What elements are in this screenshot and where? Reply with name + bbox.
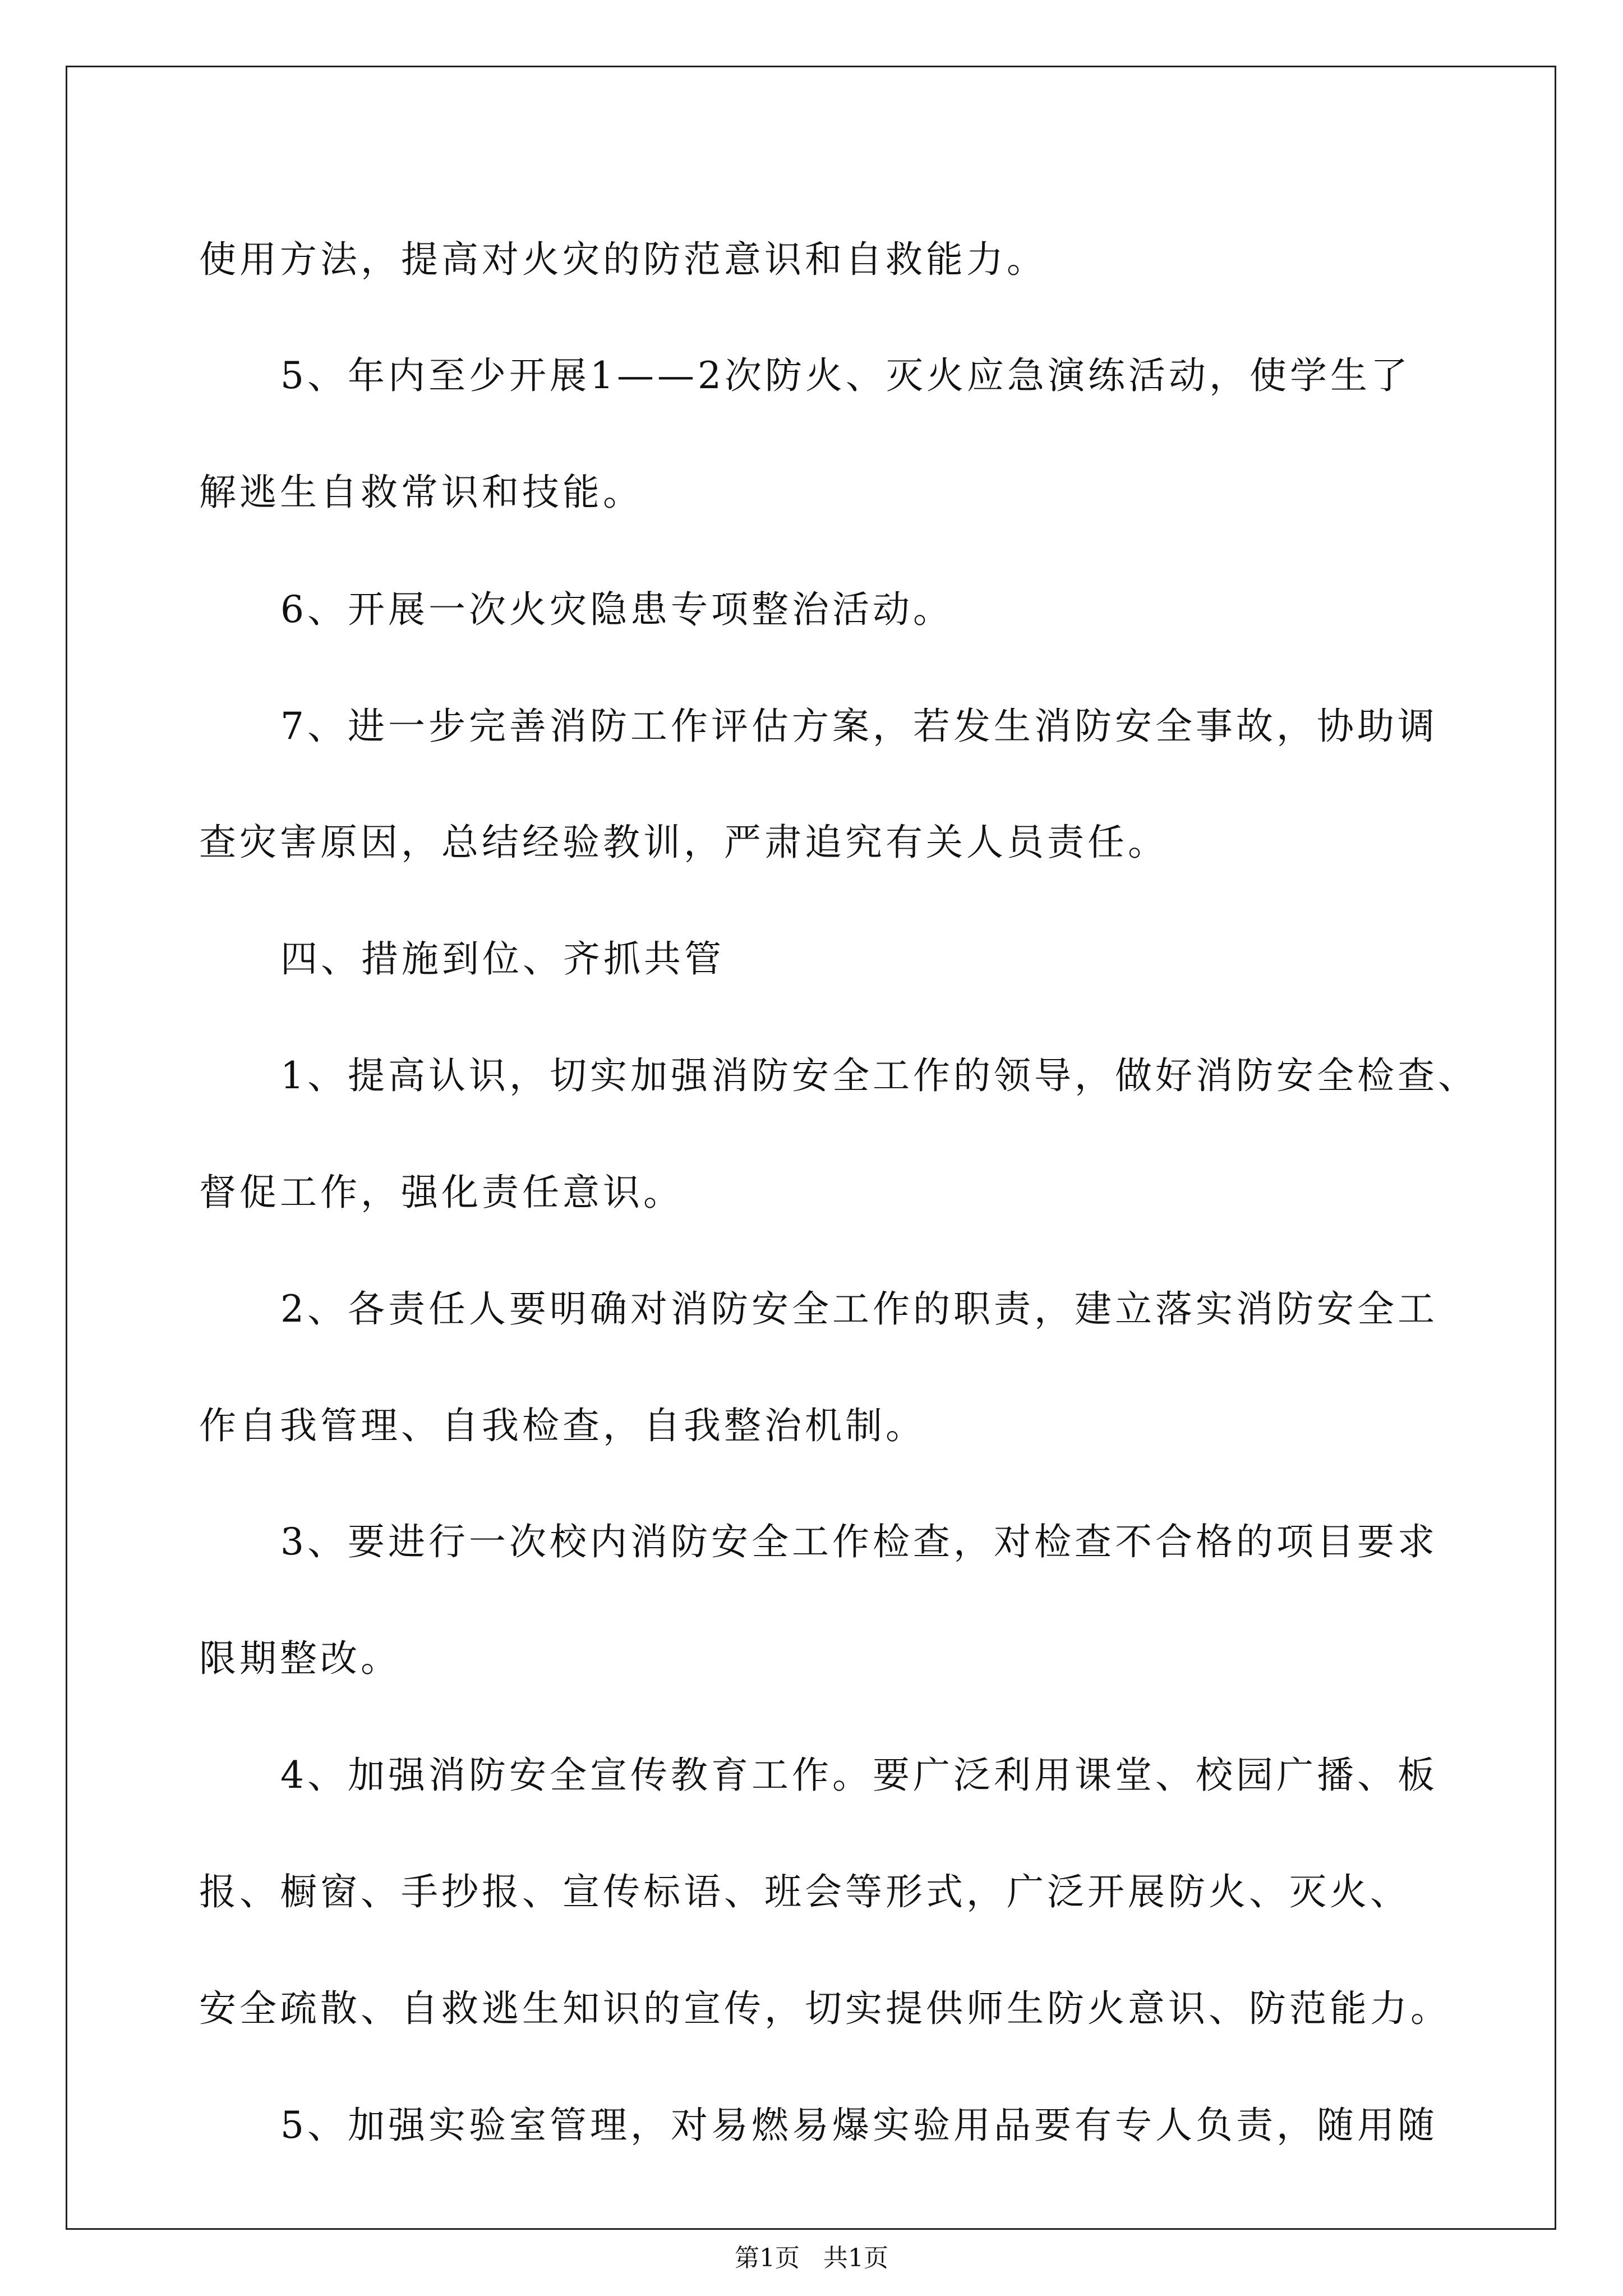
text-line: 报、橱窗、手抄报、宣传标语、班会等形式，广泛开展防火、灭火、 [199,1870,1410,1913]
page-number-footer: 第1页 共1页 [735,2244,888,2272]
text-line: 作自我管理、自我检查，自我整治机制。 [199,1404,926,1447]
text-line: 7、进一步完善消防工作评估方案，若发生消防安全事故，协助调 [280,705,1438,748]
text-line: 5、加强实验室管理，对易燃易爆实验用品要有专人负责，随用随 [280,2104,1438,2147]
text-line: 6、开展一次火灾隐患专项整治活动。 [280,588,953,631]
text-line: 限期整改。 [199,1637,401,1680]
text-line: 5、年内至少开展1——2次防火、灭火应急演练活动，使学生了 [280,354,1411,397]
text-line: 查灾害原因，总结经验教训，严肃追究有关人员责任。 [199,821,1168,864]
text-line: 1、提高认识，切实加强消防安全工作的领导，做好消防安全检查、 [280,1054,1478,1097]
section-heading: 四、措施到位、齐抓共管 [280,937,725,981]
text-line: 3、要进行一次校内消防安全工作检查，对检查不合格的项目要求 [280,1520,1438,1563]
text-line: 安全疏散、自救逃生知识的宣传，切实提供师生防火意识、防范能力。 [199,1987,1451,2030]
text-line: 督促工作，强化责任意识。 [199,1171,684,1214]
text-line: 4、加强消防安全宣传教育工作。要广泛利用课堂、校园广播、板 [280,1754,1438,1797]
text-line: 解逃生自救常识和技能。 [199,471,643,514]
text-line: 使用方法，提高对火灾的防范意识和自救能力。 [199,238,1047,281]
text-line: 2、各责任人要明确对消防安全工作的职责，建立落实消防安全工 [280,1287,1438,1331]
